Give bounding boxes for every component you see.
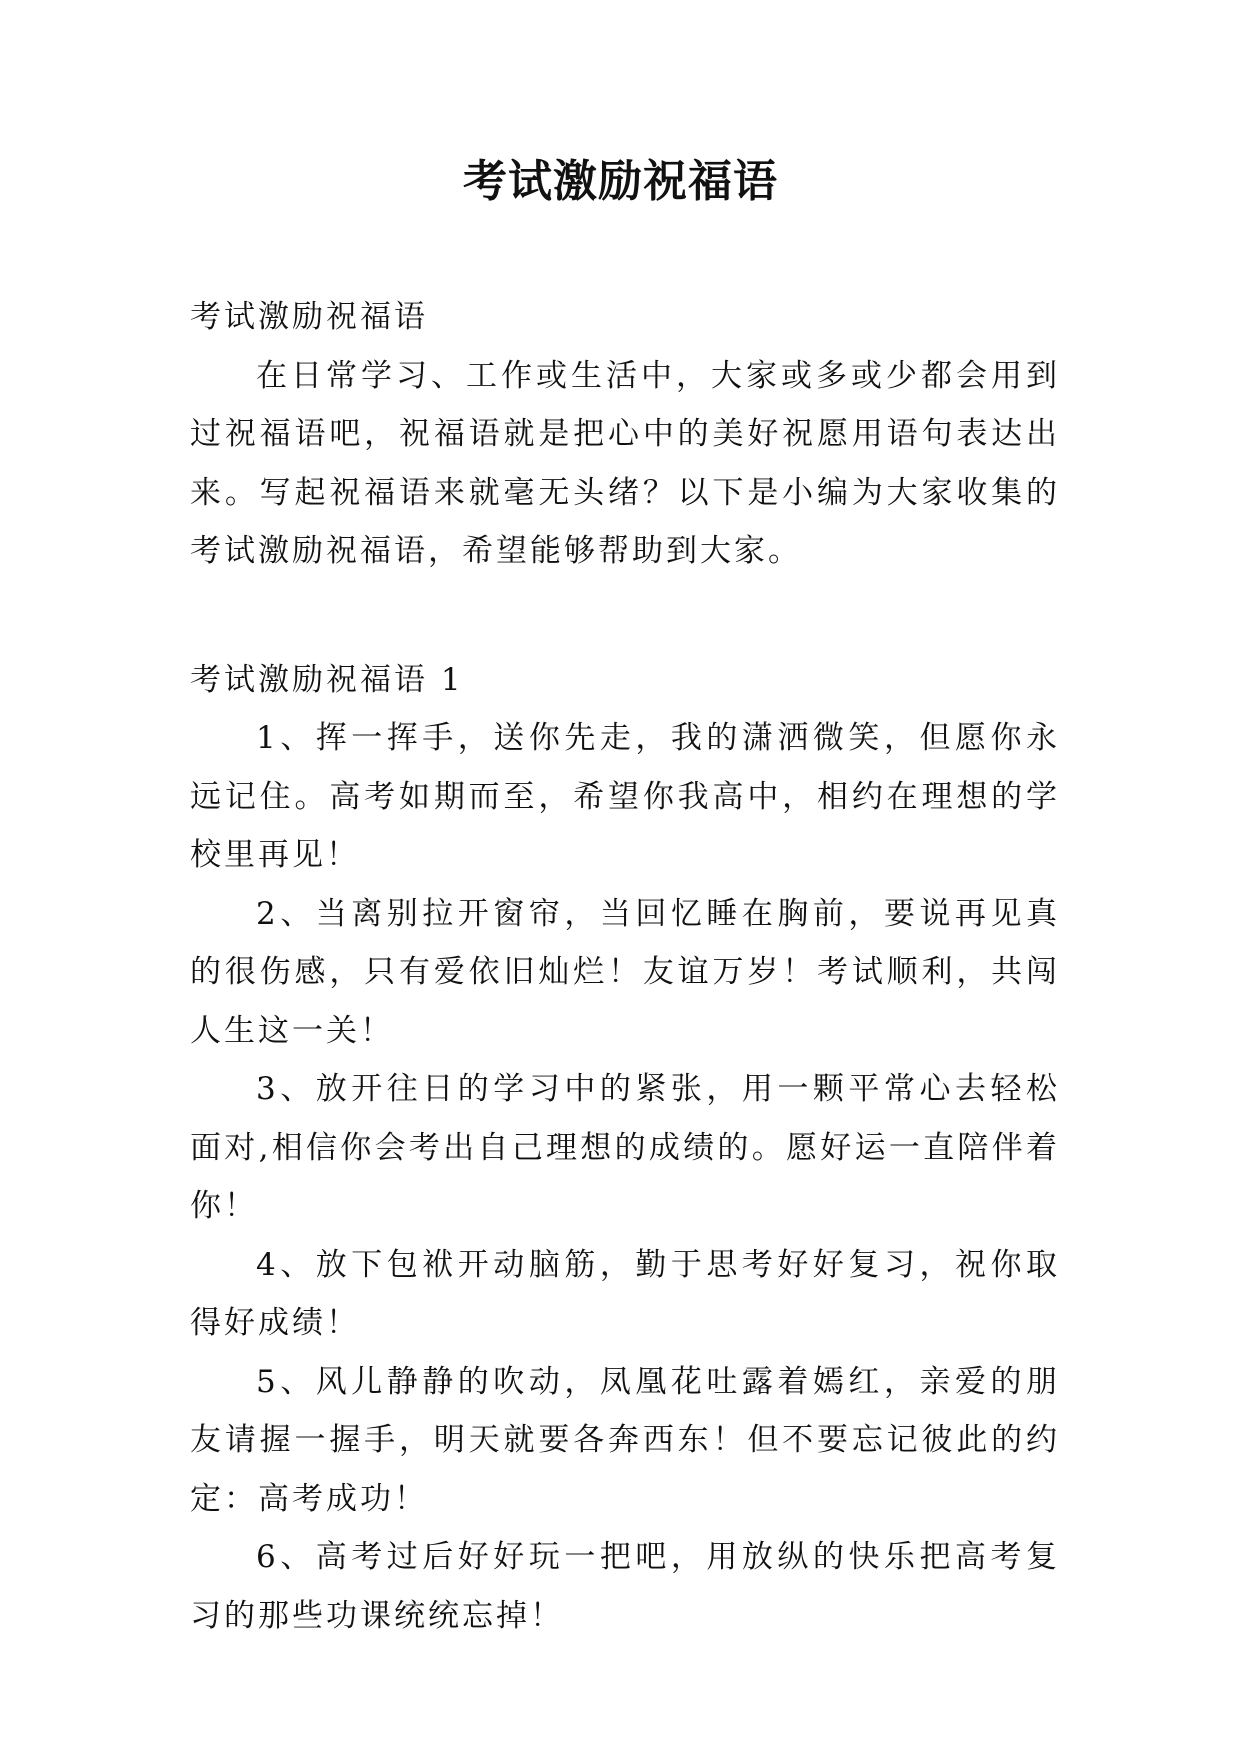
document-title: 考试激励祝福语 xyxy=(463,156,778,207)
list-item: 6、高考过后好好玩一把吧，用放纵的快乐把高考复习的那些功课统统忘掉！ xyxy=(190,1539,1060,1634)
list-item: 3、放开往日的学习中的紧张，用一颗平常心去轻松面对,相信你会考出自己理想的成绩的。愿好运一直陪伴着你！ xyxy=(190,1071,1060,1224)
document-subtitle: 考试激励祝福语 xyxy=(190,299,428,335)
section-heading: 考试激励祝福语 1 xyxy=(190,661,464,698)
section-spacer xyxy=(190,581,1060,651)
list-item: 2、当离别拉开窗帘，当回忆睡在胸前，要说再见真的很伤感，只有爱依旧灿烂！友谊万岁！考试顺利，共闯人生这一关！ xyxy=(190,895,1060,1049)
list-item: 4、放下包袱开动脑筋，勤于思考好好复习，祝你取得好成绩！ xyxy=(190,1246,1060,1341)
intro-paragraph: 在日常学习、工作或生活中，大家或多或少都会用到过祝福语吧，祝福语就是把心中的美好祝愿用语句表达出来。写起祝福语来就毫无头绪？以下是小编为大家收集的考试激励祝福语，希望能够帮助到大家。 xyxy=(190,357,1060,569)
list-item: 5、风儿静静的吹动，凤凰花吐露着嫣红，亲爱的朋友请握一握手，明天就要各奔西东！但不要忘记彼此的约定：高考成功！ xyxy=(190,1363,1060,1517)
document-body xyxy=(190,288,1060,1645)
list-item: 1、挥一挥手，送你先走，我的潇洒微笑，但愿你永远记住。高考如期而至，希望你我高中，相约在理想的学校里再见！ xyxy=(190,720,1060,873)
